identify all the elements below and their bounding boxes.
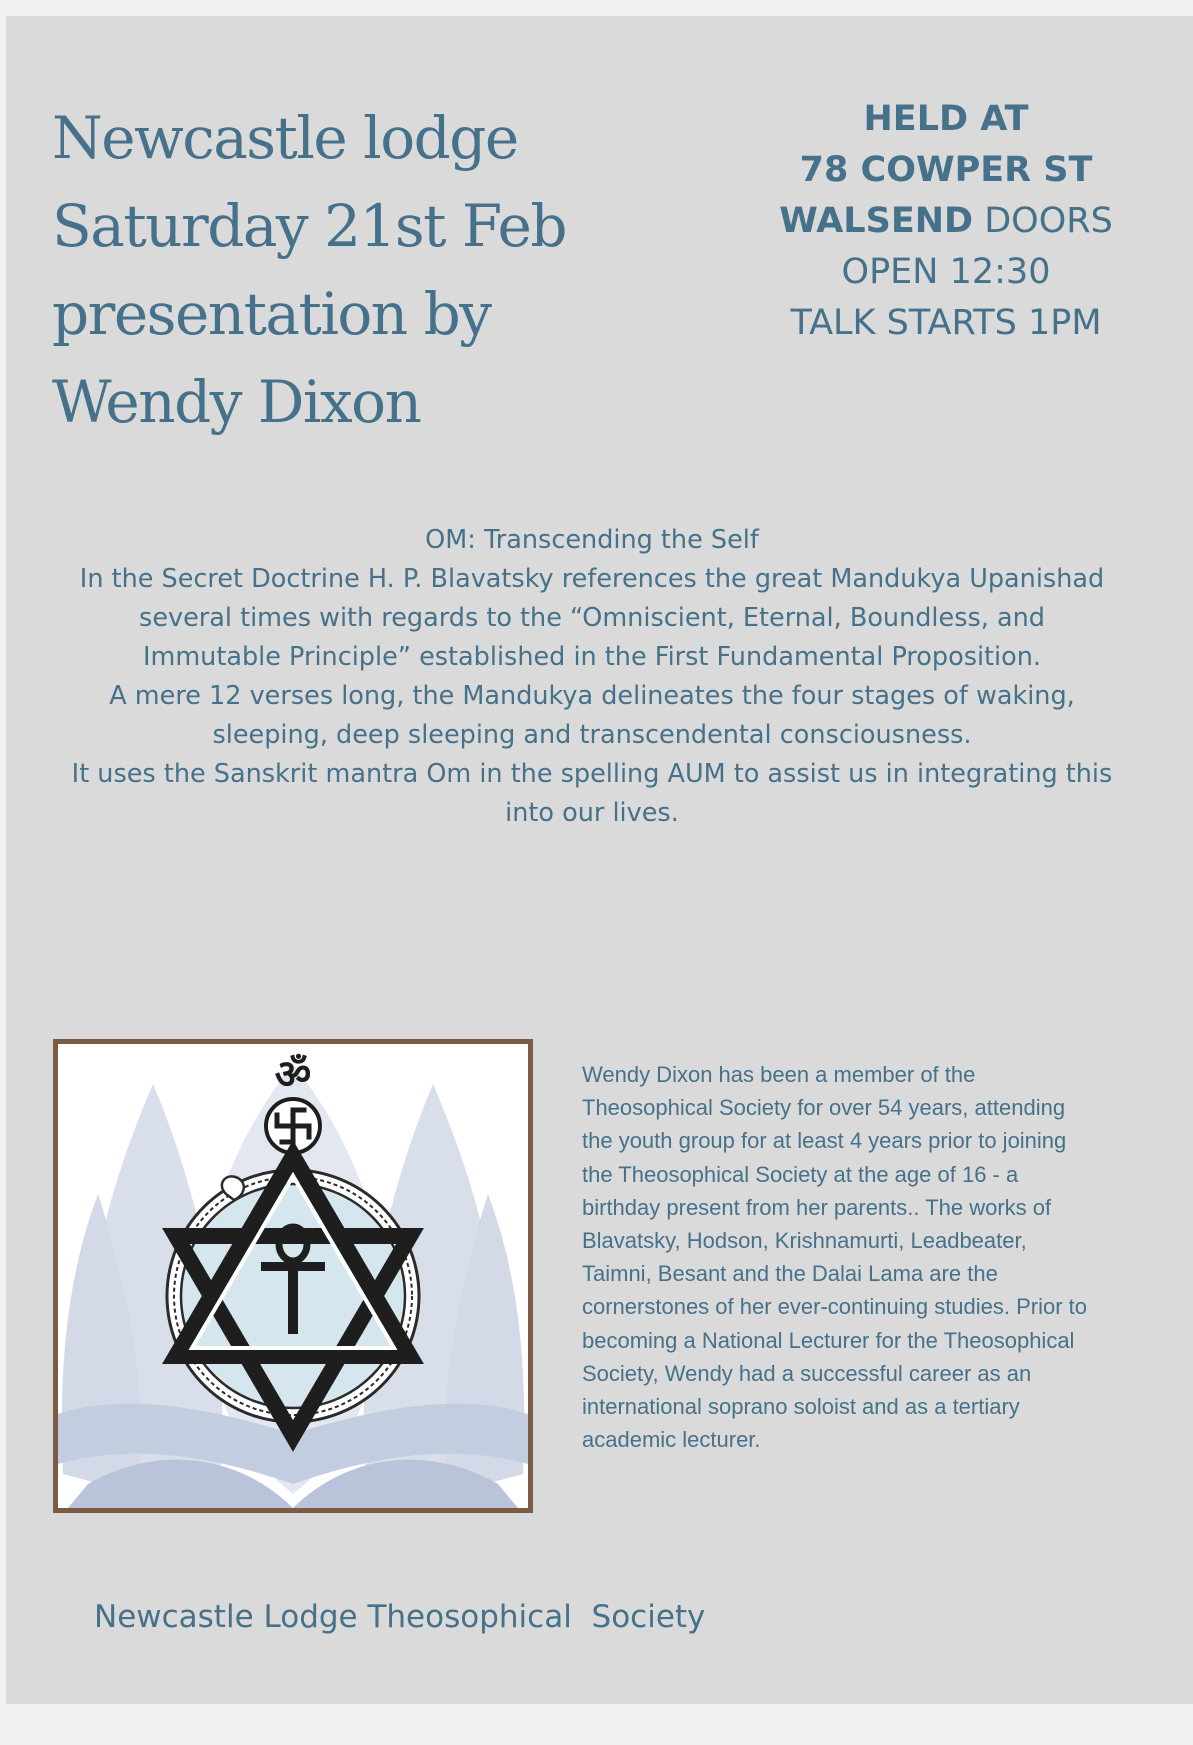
flyer — [6, 16, 1193, 1704]
om-glyph: ॐ — [274, 1052, 312, 1098]
bio-line: international soprano soloist and as a tertiary — [582, 1394, 1020, 1420]
bio-line: Wendy Dixon has been a member of the — [582, 1062, 976, 1087]
bio-line: Theosophical Society for over 54 years, attending — [582, 1095, 1066, 1121]
theosophical-society-seal-icon — [58, 1044, 528, 1508]
summary-line: In the Secret Doctrine H. P. Blavatsky references the great Mandukya Upanishad — [79, 564, 1105, 594]
venue-address: 78 COWPER ST — [799, 150, 1093, 190]
talk-title: OM: Transcending the Self — [425, 525, 759, 555]
event-heading — [52, 94, 612, 446]
bio-line: Society, Wendy had a successful career as an — [582, 1360, 1032, 1386]
heading-line: Saturday 21st Feb — [52, 192, 566, 260]
summary-line: into our lives. — [505, 798, 679, 828]
venue-held-at: HELD AT — [863, 99, 1029, 139]
venue-suburb: WALSEND — [779, 201, 974, 241]
bio-line: Taimni, Besant and the Dalai Lama are the — [582, 1261, 998, 1287]
bio-line: the Theosophical Society at the age of 16 - a — [582, 1161, 1019, 1187]
summary-line: Immutable Principle” established in the First Fundamental Proposition. — [142, 642, 1042, 672]
venue-doors-time: OPEN 12:30 — [841, 252, 1051, 292]
summary-line: It uses the Sanskrit mantra Om in the spelling AUM to assist us in integrating this — [71, 759, 1113, 789]
summary-line: several times with regards to the “Omniscient, Eternal, Boundless, and — [139, 603, 1045, 633]
summary-line: sleeping, deep sleeping and transcendental consciousness. — [212, 720, 972, 750]
heading-line: presentation by — [52, 280, 491, 348]
venue-suburb-line — [726, 196, 1166, 247]
summary-line: A mere 12 verses long, the Mandukya delineates the four stages of waking, — [109, 681, 1075, 711]
bio-line: the youth group for at least 4 years prior to joining — [582, 1128, 1067, 1154]
bio-line: academic lecturer. — [582, 1427, 761, 1453]
footer-organization: Newcastle Lodge Theosophical Society — [94, 1599, 706, 1635]
speaker-bio — [582, 1058, 1142, 1456]
venue-details — [726, 94, 1166, 349]
emblem-image — [53, 1039, 533, 1513]
talk-summary — [42, 521, 1142, 833]
venue-doors: DOORS — [973, 201, 1113, 241]
bio-line: Blavatsky, Hodson, Krishnamurti, Leadbeater, — [582, 1228, 1027, 1254]
bio-line: cornerstones of her ever-continuing studies. Prior to — [582, 1294, 1088, 1320]
bio-line: birthday present from her parents.. The works of — [582, 1194, 1052, 1220]
heading-line: Newcastle lodge — [52, 104, 518, 172]
heading-line: Wendy Dixon — [52, 368, 421, 436]
venue-talk-time: TALK STARTS 1PM — [790, 303, 1102, 343]
bio-line: becoming a National Lecturer for the Theosophical — [582, 1327, 1075, 1353]
